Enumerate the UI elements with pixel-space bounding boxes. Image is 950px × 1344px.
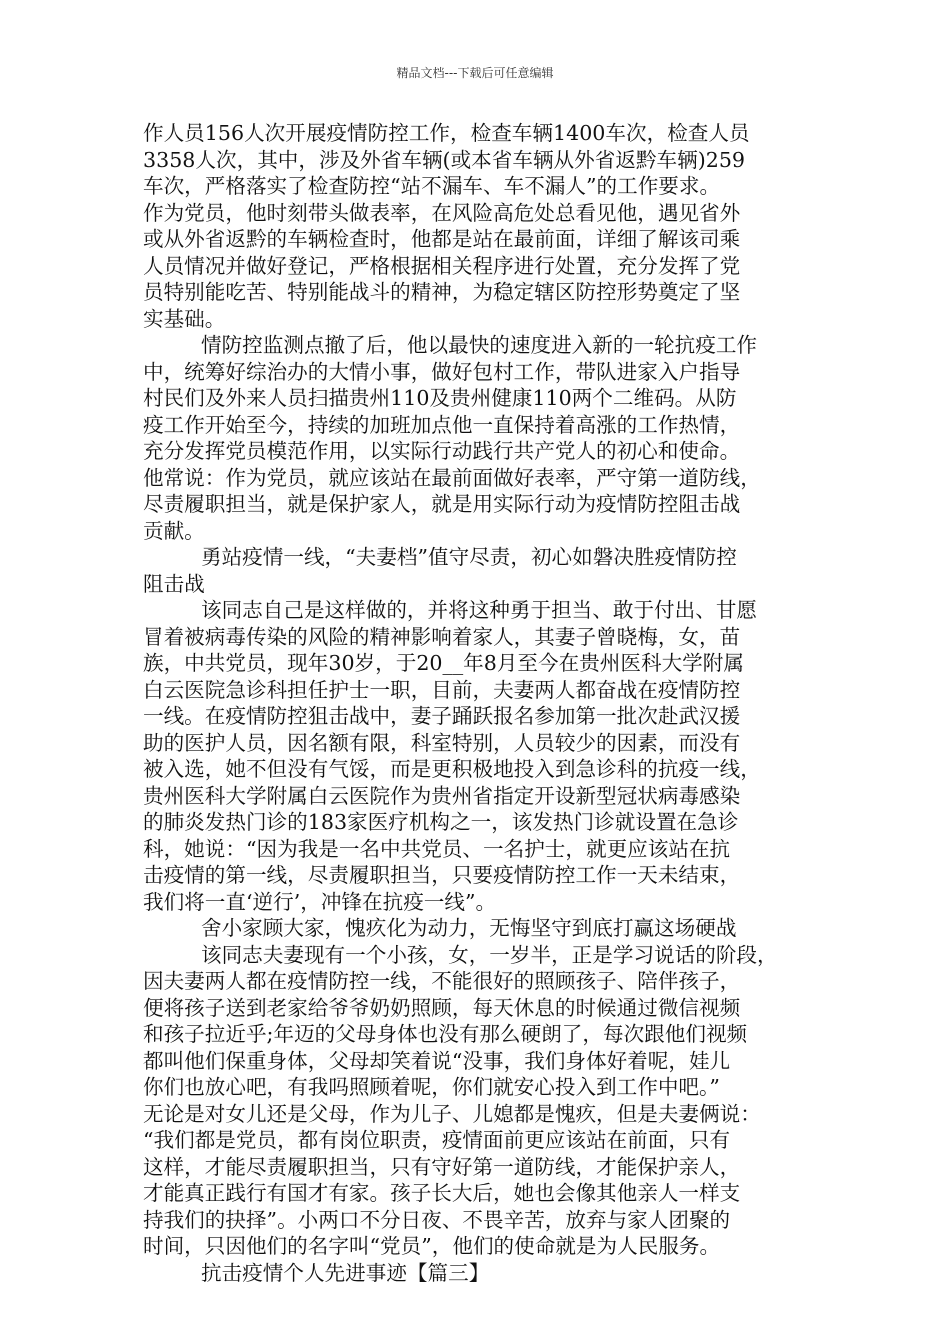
text-line: 都叫他们保重身体，父母却笑着说“没事，我们身体好着呢，娃儿 [143,1048,731,1073]
text-line: 因夫妻两人都在疫情防控一线，不能很好的照顾孩子、陪伴孩子， [143,969,741,993]
text-line: 和孩子拉近乎;年迈的父母身体也没有那么硬朗了，每次跟他们视频 [143,1022,748,1046]
text-line: 阻击战 [143,571,205,596]
text-line: 持我们的抉择”。小两口不分日夜、不畏辛苦，放弃与家人团聚的 [143,1207,731,1232]
text-line: 无论是对女儿还是父母，作为儿子、儿媳都是愧疚，但是夫妻俩说： [143,1101,761,1126]
text-line: 他常说：作为党员，就应该站在最前面做好表率，严守第一道防线， [143,465,761,490]
text-line: 情防控监测点撤了后，他以最快的速度进入新的一轮抗疫工作 [201,333,758,357]
text-line: 车次，严格落实了检查防控“站不漏车、车不漏人”的工作要求。 [143,174,721,198]
page-header: 精品文档---下载后可任意编辑 [396,66,554,80]
text-line: 助的医护人员，因名额有限，科室特别，人员较少的因素，而没有 [143,730,741,755]
text-line: 舍小家顾大家，愧疚化为动力，无悔坚守到底打赢这场硬战 [201,916,737,940]
text-line: 疫工作开始至今，持续的加班加点他一直保持着高涨的工作热情， [143,412,741,437]
text-line: “我们都是党员，都有岗位职责，疫情面前更应该站在前面，只有 [143,1128,731,1152]
text-line: 才能真正践行有国才有家。孩子长大后，她也会像其他亲人一样支 [143,1181,741,1205]
text-line: 村民们及外来人员扫描贵州110及贵州健康110两个二维码。从防 [143,386,737,410]
text-line: 击疫情的第一线，尽责履职担当，只要疫情防控工作一天未结束， [143,863,741,887]
text-line: 员特别能吃苦、特别能战斗的精神，为稳定辖区防控形势奠定了坚 [143,280,741,304]
text-line: 该同志夫妻现有一个小孩，女，一岁半，正是学习说话的阶段， [201,942,778,967]
text-line: 族，中共党员，现年30岁，于20__年8月至今在贵州医科大学附属 [143,651,744,675]
text-line: 贡献。 [143,518,205,543]
text-line: 实基础。 [143,306,226,331]
text-line: 被入选，她不但没有气馁，而是更积极地投入到急诊科的抗疫一线， [143,757,761,781]
text-line: 3358人次，其中，涉及外省车辆(或本省车辆从外省返黔车辆)259 [143,147,746,172]
text-line: 时间，只因他们的名字叫“党员”，他们的使命就是为人民服务。 [143,1234,721,1258]
text-line: 我们将一直‘逆行’，冲锋在抗疫一线”。 [143,889,497,914]
text-line: 尽责履职担当，就是保护家人，就是用实际行动为疫情防控阻击战 [143,492,741,516]
text-line: 作人员156人次开展疫情防控工作，检查车辆1400车次，检查人员 [143,121,750,145]
text-line: 该同志自己是这样做的，并将这种勇于担当、敢于付出、甘愿 [201,598,758,622]
text-line: 充分发挥党员模范作用，以实际行动践行共产党人的初心和使命。 [143,439,741,463]
text-line: 贵州医科大学附属白云医院作为贵州省指定开设新型冠状病毒感染 [143,783,741,808]
text-line: 中，统筹好综治办的大情小事，做好包村工作，带队进家入户指导 [143,359,741,384]
text-line: 的肺炎发热门诊的183家医疗机构之一，该发热门诊就设置在急诊 [143,810,739,834]
text-line: 便将孩子送到老家给爷爷奶奶照顾，每天休息的时候通过微信视频 [143,995,741,1020]
text-line: 勇站疫情一线，“夫妻档”值守尽责，初心如磐决胜疫情防控 [201,545,737,569]
text-line: 科，她说：“因为我是一名中共党员、一名护士，就更应该站在抗 [143,836,731,861]
text-line: 作为党员，他时刻带头做表率，在风险高危处总看见他，遇见省外 [143,200,741,225]
document-body [143,120,823,1286]
text-line: 这样，才能尽责履职担当，只有守好第一道防线，才能保护亲人， [143,1154,741,1179]
text-line: 人员情况并做好登记，严格根据相关程序进行处置，充分发挥了党 [143,253,741,278]
text-line: 冒着被病毒传染的风险的精神影响着家人，其妻子曾晓梅，女，苗 [143,624,741,649]
text-line: 一线。在疫情防控狙击战中，妻子踊跃报名参加第一批次赴武汉援 [143,704,741,728]
text-line: 白云医院急诊科担任护士一职，目前，夫妻两人都奋战在疫情防控 [143,677,741,702]
text-line: 或从外省返黔的车辆检查时，他都是站在最前面，详细了解该司乘 [143,227,741,251]
text-line: 抗击疫情个人先进事迹【篇三】 [201,1260,490,1285]
text-line: 你们也放心吧，有我吗照顾着呢，你们就安心投入到工作中吧。” [143,1075,720,1099]
